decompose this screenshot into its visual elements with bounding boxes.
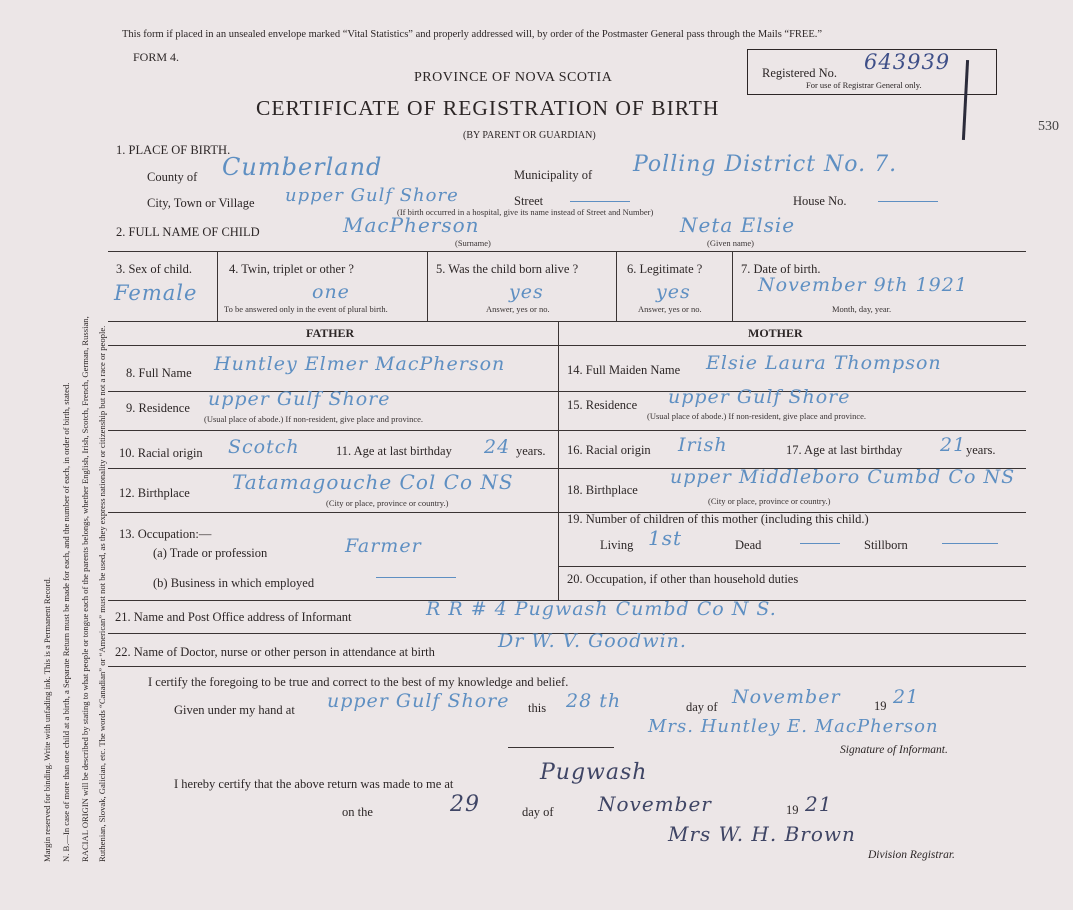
surname-caption: (Surname)	[455, 238, 491, 248]
father-racial-label: 10. Racial origin	[119, 446, 203, 460]
doctor-label: 22. Name of Doctor, nurse or other person in attendance at birth	[115, 645, 435, 659]
on-the-label: on the	[342, 805, 373, 819]
margin-note-multiple-births: N. B.—In case of more than one child at a birth, a Separate Return must be made for each, and the number of each, in order of birth, stated.	[61, 382, 71, 862]
informant-value: R R # 4 Pugwash Cumbd Co N S.	[426, 598, 777, 620]
form-number: FORM 4.	[133, 50, 180, 64]
father-racial-value: Scotch	[228, 436, 300, 458]
given-month: November	[732, 686, 841, 708]
mother-years-label: years.	[966, 443, 996, 457]
registrar-caption: Division Registrar.	[868, 849, 955, 861]
mother-racial-label: 16. Racial origin	[567, 443, 651, 457]
municipality-value: Polling District No. 7.	[633, 152, 898, 177]
father-name-value: Huntley Elmer MacPherson	[214, 353, 506, 375]
house-dash	[878, 201, 938, 202]
province-heading: PROVINCE OF NOVA SCOTIA	[414, 70, 613, 85]
twin-note: To be answered only in the event of plural birth.	[224, 304, 388, 314]
trade-value: Farmer	[345, 535, 422, 557]
municipality-label: Municipality of	[514, 168, 593, 182]
mother-residence-note: (Usual place of abode.) If non-resident, give place and province.	[647, 411, 867, 421]
hospital-note: (If birth occurred in a hospital, give its name instead of Street and Number)	[397, 207, 654, 217]
registrar-day-of-label: day of	[522, 805, 554, 819]
registrar-note: For use of Registrar General only.	[806, 80, 922, 90]
mother-birthplace-note: (City or place, province or country.)	[708, 496, 831, 506]
mother-birthplace-label: 18. Birthplace	[567, 483, 638, 497]
child-surname: MacPherson	[343, 213, 480, 237]
mother-residence-label: 15. Residence	[567, 398, 638, 412]
dead-dash	[800, 543, 840, 544]
date-label: 7. Date of birth.	[741, 262, 821, 276]
mother-racial-value: Irish	[678, 434, 728, 456]
children-label: 19. Number of children of this mother (including this child.)	[567, 512, 869, 526]
alive-value: yes	[509, 281, 544, 303]
given-label: Given under my hand at	[174, 703, 295, 717]
house-label: House No.	[793, 194, 847, 208]
mother-name-value: Elsie Laura Thompson	[706, 352, 942, 374]
mother-residence-value: upper Gulf Shore	[668, 386, 851, 408]
county-label: County of	[147, 170, 198, 184]
given-day: 28 th	[566, 690, 622, 712]
county-value: Cumberland	[222, 153, 383, 181]
father-birthplace-label: 12. Birthplace	[119, 486, 190, 500]
margin-note-racial-origin: RACIAL ORIGIN will be described by stating to what people or tongue each of the parents belongs, whether English, Irish, Scotch, French, German, Russian,	[80, 316, 90, 862]
mother-age-value: 21	[940, 434, 967, 456]
occupation-label: 13. Occupation:—	[119, 527, 212, 541]
father-heading: FATHER	[306, 326, 355, 340]
this-label: this	[528, 701, 547, 715]
city-label: City, Town or Village	[147, 196, 255, 210]
registrar-day: 29	[450, 792, 480, 817]
informant-signature: Mrs. Huntley E. MacPherson	[648, 716, 939, 737]
postal-note: This form if placed in an unsealed envelope marked “Vital Statistics” and properly addressed will, by order of the Postmaster General pass through the Mails “FREE.”	[122, 29, 823, 40]
father-birthplace-value: Tatamagouche Col Co NS	[232, 470, 514, 494]
alive-note: Answer, yes or no.	[486, 304, 550, 314]
business-dash	[376, 577, 456, 578]
place-section-label: 1. PLACE OF BIRTH.	[116, 143, 231, 157]
registrar-place: Pugwash	[540, 760, 648, 785]
margin-note-nationality: Ruthenian, Slovak, Galician, etc. The words “Canadian” or “American” must not be used, as they express nationality or citizenship but not a race or people.	[97, 325, 107, 862]
registrar-year-prefix: 19	[786, 803, 799, 817]
living-value: 1st	[648, 526, 683, 550]
mother-occupation-label: 20. Occupation, if other than household duties	[567, 572, 799, 586]
father-birthplace-note: (City or place, province or country.)	[326, 498, 449, 508]
stillborn-label: Stillborn	[864, 538, 908, 552]
city-value: upper Gulf Shore	[285, 185, 459, 206]
registered-label: Registered No.	[762, 66, 837, 80]
street-dash	[570, 201, 630, 202]
registrar-signature: Mrs W. H. Brown	[668, 822, 856, 846]
registrar-year: 21	[805, 792, 833, 816]
father-age-label: 11. Age at last birthday	[336, 444, 452, 458]
registrar-month: November	[598, 792, 712, 816]
father-age-value: 24	[484, 436, 511, 458]
legitimate-note: Answer, yes or no.	[638, 304, 702, 314]
margin-note-binding: Margin reserved for binding. Write with unfading ink. This is a Permanent Record.	[42, 577, 52, 862]
mother-age-label: 17. Age at last birthday	[786, 443, 903, 457]
father-years-label: years.	[516, 444, 546, 458]
street-label: Street	[514, 194, 544, 208]
child-given-name: Neta Elsie	[680, 213, 796, 237]
certify-text: I certify the foregoing to be true and correct to the best of my knowledge and belief.	[148, 675, 569, 689]
father-residence-label: 9. Residence	[126, 401, 190, 415]
child-name-label: 2. FULL NAME OF CHILD	[116, 225, 260, 239]
signature-caption: Signature of Informant.	[840, 744, 948, 756]
registrar-text: I hereby certify that the above return was made to me at	[174, 777, 454, 791]
mother-heading: MOTHER	[748, 326, 803, 340]
twin-label: 4. Twin, triplet or other ?	[229, 262, 354, 276]
dead-label: Dead	[735, 538, 762, 552]
corner-mark: 530	[1038, 119, 1059, 134]
alive-label: 5. Was the child born alive ?	[436, 262, 579, 276]
trade-label: (a) Trade or profession	[153, 546, 268, 560]
twin-value: one	[312, 281, 350, 303]
registered-number: 643939	[864, 50, 951, 74]
mother-birthplace-value: upper Middleboro Cumbd Co NS	[670, 466, 1016, 488]
page-title: CERTIFICATE OF REGISTRATION OF BIRTH	[256, 96, 720, 120]
sex-label: 3. Sex of child.	[116, 262, 193, 276]
given-year-prefix: 19	[874, 699, 887, 713]
sex-value: Female	[114, 281, 198, 305]
father-residence-note: (Usual place of abode.) If non-resident, give place and province.	[204, 414, 424, 424]
business-label: (b) Business in which employed	[153, 576, 315, 590]
living-label: Living	[600, 538, 634, 552]
mother-name-label: 14. Full Maiden Name	[567, 363, 681, 377]
page-subtitle: (BY PARENT OR GUARDIAN)	[463, 130, 596, 141]
doctor-value: Dr W. V. Goodwin.	[498, 630, 687, 652]
legitimate-value: yes	[656, 281, 691, 303]
date-value: November 9th 1921	[758, 274, 968, 296]
given-place: upper Gulf Shore	[327, 690, 510, 712]
father-residence-value: upper Gulf Shore	[208, 388, 391, 410]
father-name-label: 8. Full Name	[126, 366, 192, 380]
legitimate-label: 6. Legitimate ?	[627, 262, 703, 276]
given-caption: (Given name)	[707, 238, 754, 248]
informant-label: 21. Name and Post Office address of Informant	[115, 610, 352, 624]
date-note: Month, day, year.	[832, 304, 892, 314]
day-of-label: day of	[686, 700, 718, 714]
given-year: 21	[893, 686, 920, 708]
stillborn-dash	[942, 543, 998, 544]
